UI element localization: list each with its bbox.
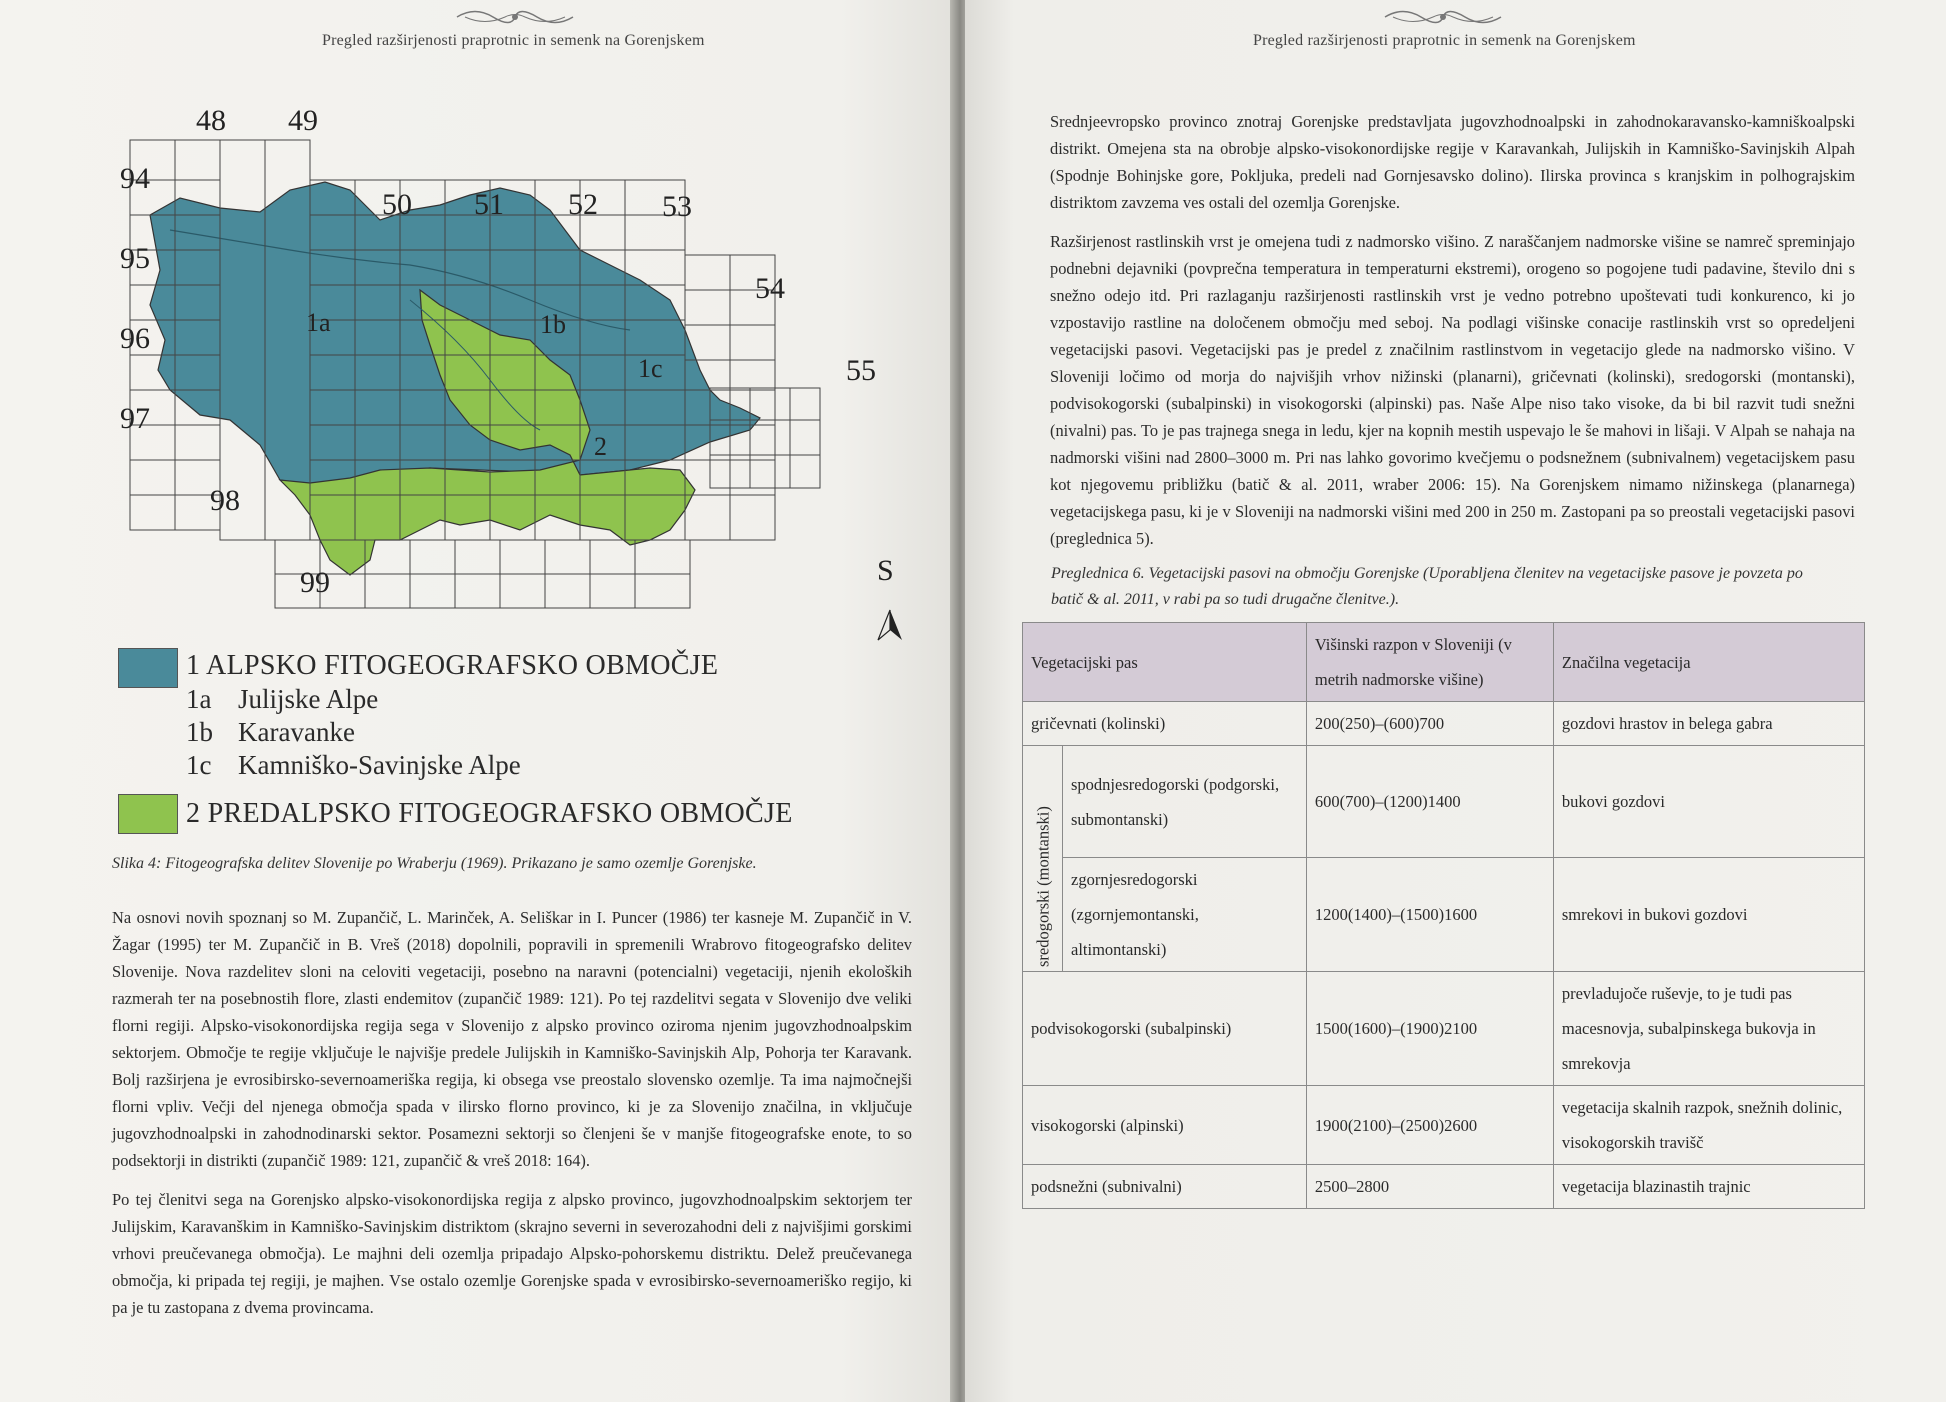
belt-cell: zgornjesredogorski (zgornjemontanski, altimontanski) xyxy=(1063,858,1307,972)
belt-cell: spodnjesredogorski (podgorski, submontanski) xyxy=(1063,746,1307,858)
legend-subregion: 1b Karavanke xyxy=(186,717,355,747)
region-label: 1b xyxy=(540,310,566,339)
running-head: Pregled razširjenosti praprotnic in semenk na Gorenjskem xyxy=(322,32,705,49)
running-head: Pregled razširjenosti praprotnic in semenk na Gorenjskem xyxy=(1253,32,1636,49)
header-cell: Značilna vegetacija xyxy=(1553,623,1864,702)
legend-subregion: 1c Kamniško-Savinjske Alpe xyxy=(186,750,521,780)
alpine-swatch xyxy=(118,648,178,688)
left-page xyxy=(0,0,955,1402)
table-row xyxy=(1023,702,1865,746)
col-label: 55 xyxy=(846,354,876,387)
legend-subregion: 1a Julijske Alpe xyxy=(186,684,379,714)
left-body-text xyxy=(112,904,912,1333)
prealpine-legend-title: 2 PREDALPSKO FITOGEOGRAFSKO OBMOČJE xyxy=(186,798,793,829)
belt-cell: visokogorski (alpinski) xyxy=(1023,1086,1307,1165)
north-arrow-icon xyxy=(878,610,902,640)
table-header-row xyxy=(1023,623,1865,702)
region-label: 1c xyxy=(638,354,663,383)
col-label: 52 xyxy=(568,188,598,221)
row-label: 96 xyxy=(120,322,150,355)
header-cell: Višinski razpon v Sloveniji (v metrih nadmorske višine) xyxy=(1306,623,1553,702)
table-row xyxy=(1023,1086,1865,1165)
alpine-legend-title: 1 ALPSKO FITOGEOGRAFSKO OBMOČJE xyxy=(186,650,719,681)
paragraph: Na osnovi novih spoznanj so M. Zupančič, L. Marinček, A. Seliškar in I. Puncer (1986) ter kasneje M. Zupančič in V. Žagar (1995) ter M. Zupančič in B. Vreš (2018) dopolnili, popravili in spremenili Wrabrovo fitogeografsko delitev Slovenije. Nova razdelitev sloni na celoviti vegetaciji, posebno na naravni (potencialni) vegetaciji, njenih ekoloških razmerah ter na posebnostih flore, zlasti endemitov (zupančič 1989: 121). Po tej razdelitvi segata v Slovenijo dve veliki florni regiji. Alpsko-visokonordijska regija sega v Slovenijo z alpsko provinco oziroma njenim jugovzhodnoalpskim sektorjem. Območje te regije vključuje le najvišje predele Julijskih in Kamniško-Savinjskih Alp, Pohorja ter Karavank. Bolj razširjena je evrosibirsko-severnoameriška regija, ki obsega vse preostalo slovensko ozemlje. Ta ima najmočnejši florni vpliv. Večji del njenega območja spada v ilirsko florno provinco, ki je za Slovenijo značilna, in vključuje jugovzhodnoalpski in zahodnodinarski sektor. Posamezni sektorji so členjeni še v manjše fitogeografske enote, to so podsektorji in distrikti (zupančič 1989: 121, zupančič & vreš 2018: 164). xyxy=(112,908,912,1170)
range-cell: 200(250)–(600)700 xyxy=(1306,702,1553,746)
phytogeographic-map xyxy=(110,100,920,650)
paragraph: Razširjenost rastlinskih vrst je omejena tudi z nadmorsko višino. Z naraščanjem nadmorske višine se namreč spreminjajo podnebni dejavniki (povprečna temperatura in temperaturni ekstremi), orogeno so pogojene tudi padavine, število dni s snežno odejo itd. Pri razlaganju razširjenosti rastlinskih vrst je vedno potrebno upoštevati tudi konkurenco, ki jo vzpostavijo rastline na določenem območju med seboj. Na podlagi višinske conacije rastlinskih vrst so opredeljeni vegetacijski pasovi. Vegetacijski pas je predel z značilnim rastlinstvom in vegetacijo glede na nadmorsko višino. V Sloveniji ločimo od morja do najvišjih vrhov nižinski (planarni), gričevnati (kolinski), sredogorski (montanski), podvisokogorski (subalpinski) in visokogorski (alpinski) pas. Naše Alpe niso tako visoke, da bi bil razvit tudi snežni (nivalni) pas. To je pas trajnega snega in ledu, kjer na kopnih mestih uspevajo le še mahovi in lišaji. V Alpah se nahaja na nadmorski višini nad 2800–3000 m. Pri nas lahko govorimo kvečjemu o podsnežnem (subnivalnem) vegetacijskem pasu kot njegovemu približku (batič & al. 2011, wraber 2006: 15). Na Gorenjskem nimamo nižinskega (planarnega) vegetacijskega pasu, ki je v Sloveniji na nadmorski višini med 200 in 250 m. Zastopani pa so preostali vegetacijski pasovi (preglednica 5). xyxy=(1050,232,1855,548)
veg-cell: smrekovi in bukovi gozdovi xyxy=(1553,858,1864,972)
veg-cell: prevladujoče ruševje, to je tudi pas macesnovja, subalpinskega bukovja in smrekovja xyxy=(1553,972,1864,1086)
table-row xyxy=(1023,972,1865,1086)
belt-cell: podvisokogorski (subalpinski) xyxy=(1023,972,1307,1086)
prealpine-swatch xyxy=(118,794,178,834)
range-cell: 600(700)–(1200)1400 xyxy=(1306,746,1553,858)
col-label: 49 xyxy=(288,104,318,137)
table-row xyxy=(1023,858,1865,972)
range-cell: 1900(2100)–(2500)2600 xyxy=(1306,1086,1553,1165)
region-label: 2 xyxy=(594,432,607,461)
row-label: 95 xyxy=(120,242,150,275)
ornament-icon xyxy=(455,6,575,28)
table-caption: Preglednica 6. Vegetacijski pasovi na območju Gorenjske (Uporabljena členitev na vegetacijske pasove je povzeta po batič & al. 2011, v rabi pa so tudi drugačne členitve.). xyxy=(1051,565,1803,608)
figure-caption: Slika 4: Fitogeografska delitev Slovenije po Wraberju (1969). Prikazano je samo ozemlje Gorenjske. xyxy=(112,855,757,872)
table-row xyxy=(1023,1165,1865,1209)
col-label: 53 xyxy=(662,190,692,223)
col-label: 48 xyxy=(196,104,226,137)
right-page xyxy=(965,0,1946,1402)
map-legend xyxy=(116,648,916,827)
range-cell: 2500–2800 xyxy=(1306,1165,1553,1209)
row-label: 97 xyxy=(120,402,150,435)
region-label: 1a xyxy=(306,308,331,337)
row-label: 98 xyxy=(210,484,240,517)
paragraph: Srednjeevropsko provinco znotraj Gorenjske predstavljata jugovzhodnoalpski in zahodnokaravansko-kamniškoalpski distrikt. Omejena sta na obrobje alpsko-visokonordijske regije v Karavankah, Julijskih in Kamniško-Savinjskih Alpah (Spodnje Bohinjske gore, Pokljuka, predeli nad Gornjesavsko dolino). Ilirska provinca s kranjskim in polhograjskim distriktom zavzema ves ostali del ozemlja Gorenjske. xyxy=(1050,112,1855,212)
veg-cell: gozdovi hrastov in belega gabra xyxy=(1553,702,1864,746)
belt-cell: podsnežni (subnivalni) xyxy=(1023,1165,1307,1209)
veg-cell: vegetacija blazinastih trajnic xyxy=(1553,1165,1864,1209)
range-cell: 1200(1400)–(1500)1600 xyxy=(1306,858,1553,972)
veg-cell: bukovi gozdovi xyxy=(1553,746,1864,858)
col-label: 50 xyxy=(382,188,412,221)
row-label: 99 xyxy=(300,566,330,599)
table-row xyxy=(1023,746,1865,858)
belt-cell: gričevnati (kolinski) xyxy=(1023,702,1307,746)
header-cell: Vegetacijski pas xyxy=(1023,623,1307,702)
paragraph: Po tej členitvi sega na Gorenjsko alpsko-visokonordijska regija z alpsko provinco, jugovzhodnoalpskim sektorjem ter Julijskim, Karavanškim in Kamniško-Savinjskim distriktom (skrajno severni in severozahodni deli z najvišjimi gorskimi vrhovi preučevanega območja). Le majhni deli ozemlja pripadajo Alpsko-pohorskemu distriktu. Delež preučevanega območja, ki pripada tej regiji, je majhen. Vse ostalo ozemlje Gorenjske spada v evrosibirsko-severnoameriško regijo, ki pa je tu zastopana z dvema provincama. xyxy=(112,1190,912,1317)
north-label: S xyxy=(877,554,894,587)
range-cell: 1500(1600)–(1900)2100 xyxy=(1306,972,1553,1086)
ornament-icon xyxy=(1383,6,1503,28)
montane-group-cell: sredogorski (montanski) xyxy=(1023,746,1063,972)
col-label: 51 xyxy=(474,188,504,221)
map-svg xyxy=(110,100,920,650)
veg-cell: vegetacija skalnih razpok, snežnih dolinic, visokogorskih travišč xyxy=(1553,1086,1864,1165)
col-label: 54 xyxy=(755,272,785,305)
vegetation-belts-table xyxy=(1022,622,1865,1209)
row-label: 94 xyxy=(120,162,150,195)
right-body-text xyxy=(1050,108,1855,564)
